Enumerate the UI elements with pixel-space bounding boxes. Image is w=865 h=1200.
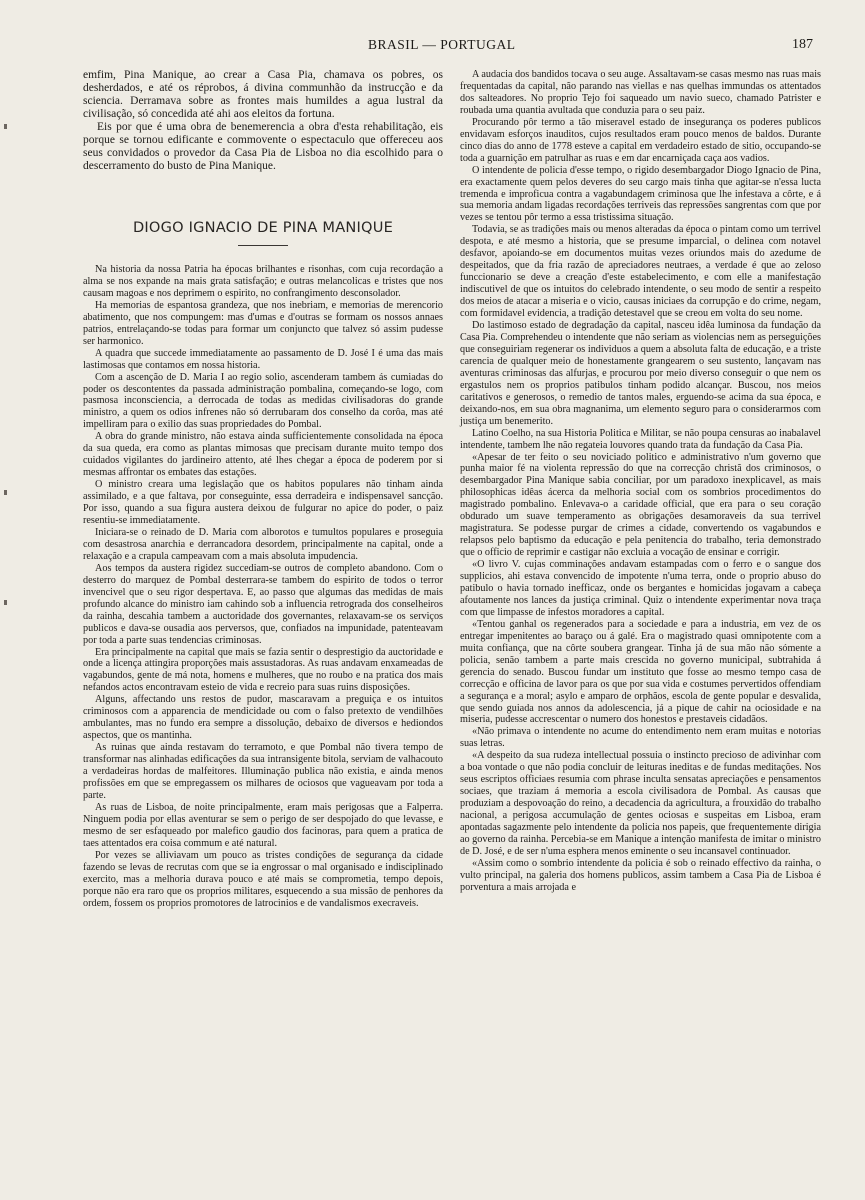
right-column bbox=[460, 69, 821, 894]
body-paragraph: As ruas de Lisboa, de noite principalmente, eram mais perigosas que a Falperra. Ninguem podia por ellas aventurar se sem o perigo de ser despojado do que levasse, e mesmo de ser esfaqueado por malefico gaudio dos facinoras, para quem a pratica de taes attentados era coisa commum e até natural. bbox=[83, 801, 443, 849]
page-number: 187 bbox=[792, 37, 813, 52]
body-paragraph: O intendente de policia d'esse tempo, o rigido desembargador Diogo Ignacio de Pina, era exactamente quem pelos deveres do seu cargo mais tinha que agitar-se n'essa lucta tremenda e improficua contra a vagabundagem criminosa que lhe infestava a côrte, e á sua memoria andam ligadas recordações terriveis das repressões sangrentas com que por vezes se tentou pôr termo a essa tristissima situação. bbox=[460, 164, 821, 224]
body-paragraph: O ministro creara uma legislação que os habitos populares não tinham ainda assimilado, e a que faltava, por conseguinte, essa derradeira e indispensavel sancção. Por isso, quando a sua figura austera deixou de fulgurar no apice do poder, o paiz resentiu-se immediatamente. bbox=[83, 479, 443, 527]
body-paragraph: Todavia, se as tradições mais ou menos alteradas da época o pintam como um terrivel despota, e até mesmo a historia, que se presume imparcial, o delinea com notavel desfavor, apoiando-se em documentos muitas vezes oriundos mais do azedume de despeitados, que da fria razão de apreciadores neutraes, a verdade é que ao zeloso funccionario se deve a creação d'este estabelecimento, e com elle a manifestação indiscutivel de que os intuitos do celebrado intendente, o seu modo de sentir a respeito dos meios de atacar a miseria e o vicio, causas iniciaes da corrupção e do crime, negam, com formidavel evidencia, a tradição detestavel que se creou em volta do seu nome. bbox=[460, 224, 821, 320]
body-paragraph: Alguns, affectando uns restos de pudor, mascaravam a preguiça e os intuitos criminosos com a apparencia de mendicidade ou com o falso pretexto de vendilhões ambulantes, mas no fundo era sempre a dissolução, debaixo de diversos e hediondos aspectos, que os mantinha. bbox=[83, 694, 443, 742]
body-paragraph: Latino Coelho, na sua Historia Politica e Militar, se não poupa censuras ao inabalavel intendente, tambem lhe não regateia louvores quando trata da fundação da Casa Pia. bbox=[460, 427, 821, 451]
margin-mark bbox=[4, 124, 7, 129]
body-paragraph: A obra do grande ministro, não estava ainda sufficientemente consolidada na época da sua queda, era como as plantas mimosas que precisam durante muito tempo dos cuidados vigilantes do jardineiro attento, até lhes chegar a época de poderem por si mesmas affrontar os embates das estações. bbox=[83, 431, 443, 479]
body-paragraph: Ha memorias de espantosa grandeza, que nos inebriam, e memorias de merencorio abatimento, que nos compungem: mas d'umas e d'outras se formam os nossos annaes patrios, entrelaçando-se todas para formar um conjuncto que talvez só assim pudesse ser harmonico. bbox=[83, 299, 443, 347]
intro-paragraph: emfim, Pina Manique, ao crear a Casa Pia, chamava os pobres, os desherdados, e até os réprobos, á divina communhão da instrucção e da sciencia. Derramava sobre as frontes mais humildes a agua lustral da civilisação, só concedida até ahi aos eleitos da fortuna. bbox=[83, 69, 443, 120]
running-title: BRASIL — PORTUGAL bbox=[368, 37, 516, 52]
body-paragraph: Por vezes se alliviavam um pouco as tristes condições de segurança da cidade fazendo se levas de recrutas com que se ia engrossar o mal organisado e indisciplinado exercito, mas a melhoria durava pouco e até mais se comprometia, tempo depois, porque não era raro que os proprios militares, esquecendo a sua missão de penhores da ordem, fossem os proprios promotores de latrocinios e de vandalismos execraveis. bbox=[83, 849, 443, 909]
body-paragraph: As ruinas que ainda restavam do terramoto, e que Pombal não tivera tempo de transformar nas alinhadas edificações da sua intransigente bitola, serviam de valhacouto a verdadeiras hordas de malfeitores. Illuminação publica não existia, e ainda menos profissões em que se empregassem os milhares de ociosos que vagueavam por toda a parte. bbox=[83, 742, 443, 801]
article-title: DIOGO IGNACIO DE PINA MANIQUE bbox=[132, 219, 394, 236]
body-paragraph: «Assim como o sombrio intendente da policia é sob o reinado effectivo da rainha, o vulto principal, na galeria dos homens publicos, assim tambem a Casa Pia de Lisboa é porventura a mais arrojada e bbox=[460, 857, 821, 893]
intro-paragraph: Eis por que é uma obra de benemerencia a obra d'esta rehabilitação, eis porque se tornou edificante e commovente o espectaculo que offereceu aos seus convidados o provedor da Casa Pia de Lisboa no dia escolhido para o descerramento do busto de Pina Manique. bbox=[83, 121, 443, 172]
body-paragraph: Iniciara-se o reinado de D. Maria com alborotos e tumultos populares e proseguia com desastrosa anarchia e derrancadora desordem, principalmente na capital, onde a relaxação e a crapula campeavam com a mais absoluta impudencia. bbox=[83, 526, 443, 562]
left-column bbox=[83, 69, 443, 909]
body-paragraph: «Tentou ganhal os regenerados para a sociedade e para a industria, em vez de os entregar impenitentes ao baraço ou á galé. Era o magistrado quasi omnipotente com a muita confiança, que na côrte soubera grangear. Tinha já de sua mão não sómente a policia, senão tambem a parte mais crescida no governo municipal, subtrahida á gerencia do senado. Buscou fundar um instituto que fosse ao mesmo tempo casa de correcção e officina de lavor para os que por sua vida e costumes pervertidos offendiam a segurança e a moral; asylo e amparo de orphãos, escola de gente popular e desvalida, que sendo guiada nos annos da adolescencia, já a pique de cahir na ociosidade e na miseria, pudesse accrescentar o numero dos honestos e prestaveis cidadãos. bbox=[460, 618, 821, 726]
body-paragraph: A audacia dos bandidos tocava o seu auge. Assaltavam-se casas mesmo nas ruas mais frequentadas da capital, não parando nas viellas e nas quelhas immundas os attentados dos salteadores. No proprio Tejo foi saqueado um navio sueco, chamado Patrister e roubada uma quantia avultada que conduzia para o seu paiz. bbox=[460, 69, 821, 116]
running-head bbox=[0, 37, 865, 57]
body-paragraph: «Apesar de ter feito o seu noviciado politico e administrativo n'um governo que punha maior fé na violenta repressão do que na correcção christã dos criminosos, o desembargador Pina Manique sabia conciliar, por um paradoxo inexplicavel, as mais philosophicas idêas ácerca da melhoria social com os sombrios procedimentos do magistrado pombalino. Enlevava-o a caridade official, que era para o seu coração obdurado um suave temperamento as obrigações desamoraveis da sua terrivel magistratura. Se podesse purgar de crimes a cidade, convertendo os vagabundos e relapsos pelo baptismo da educação e pela penitencia do trabalho, teria demonstrado que o officio de reprimir e castigar não excluia a vocação de ensinar e corrigir. bbox=[460, 451, 821, 559]
body-paragraph: Aos tempos da austera rigidez succediam-se outros de completo abandono. Com o desterro do marquez de Pombal desterrara-se tambem do espirito de todos o terror invencivel que o seu rigor despertava. E, ao passo que algumas das medidas de mais profundo alcance do ministro iam cahindo sob a influencia retrograda dos conselheiros da rainha, descahia tambem a auctoridade dos governantes, relaxavam-se os serviços publicos e dava-se ousadia aos perversos, que, confiados na impunidade, patenteavam por toda a parte suas tendencias criminosas. bbox=[83, 562, 443, 646]
margin-mark bbox=[4, 600, 7, 605]
body-paragraph: Do lastimoso estado de degradação da capital, nasceu idêa luminosa da fundação da Casa Pia. Comprehendeu o intendente que não seriam as violencias nem as perseguições que conseguiriam regenerar os individuos a quem a absoluta falta de educação, e a triste carencia de qualquer meio de honestamente grangearem o seu sustento, lançavam nas aventuras criminosas das alfurjas, e procurou por meio diverso conseguir o que nem os ergastulos nem os proprios patibulos tinham podido alcançar. Buscou, nos meios caritativos e generosos, o remedio de tantos males, erguendo-se acima da sua época, e deixando-nos, em sua obra magnanima, um elemento seguro para o considerarmos com justiça um benemerito. bbox=[460, 320, 821, 427]
title-divider bbox=[238, 245, 288, 246]
body-paragraph: Com a ascenção de D. Maria I ao regio solio, ascenderam tambem ás cumiadas do poder os descontentes da passada administração pombalina, começando-se logo, com pasmosa inconsciencia, a derrocada de todas as medidas civilisadoras do grande ministro, a quem os odios infrenes não só derrubaram dos conselho da corôa, mas até impelliram para o exilio das suas propriedades do Pombal. bbox=[83, 371, 443, 431]
body-paragraph: Na historia da nossa Patria ha épocas brilhantes e risonhas, com cuja recordação a alma se nos expande na mais grata satisfação; e outras melancolicas e tristes que nos causam magoas e nos deprimem o espirito, no confrangimento desconsolador. bbox=[83, 264, 443, 299]
body-paragraph: A quadra que succede immediatamente ao passamento de D. José I é uma das mais lastimosas que contamos em nossa historia. bbox=[83, 347, 443, 371]
body-paragraph: Era principalmente na capital que mais se fazia sentir o desprestigio da auctoridade e onde a licença attingira proporções mais assustadoras. As ruas andavam enxameadas de vagabundos, gente de má nota, homens e mulheres, que no roubo e na pratica dos mais nefandos actos encontravam esteio de vida e recreio para suas ruins disposições. bbox=[83, 646, 443, 694]
body-paragraph: «A despeito da sua rudeza intellectual possuia o instincto precioso de adivinhar com a boa vontade o que não podia concluir de leituras ineditas e de fundas meditações. Nos seus escriptos officiaes resumia com phrase inculta sensatas apreciações e pensamentos sociaes, que traziam á memoria a escola civilisadora de Pombal. As causas que produziam a despovoação do reino, a decadencia da agricultura, a frouxidão do trabalho nacional, a perigosa accumulação de gentes ociosas e suspeitas em Lisboa, eram apontadas sagazmente pelo intendente da policia nos papeis, que frequentemente dirigia ao governo da rainha. Percebia-se em Manique a intenção manifesta de imitar o ministro de D. José, e de ser n'uma esphera menos eminente o seu incansavel continuador. bbox=[460, 750, 821, 857]
body-paragraph: «O livro V. cujas comminações andavam estampadas com o ferro e o sangue dos supplicios, ahi estava convencido de impotente n'uma terra, onde o proprio abuso do patibulo o havia tornado inefficaz, onde os bergantes e homicidas jogavam a cabeça afoutamente nos lances da justiça criminal. Quiz o intendente experimentar nova traça com que limpasse de infestos moradores a capital. bbox=[460, 559, 821, 618]
body-paragraph: «Não primava o intendente no acume do entendimento nem eram muitas e notorias suas letras. bbox=[460, 726, 821, 750]
margin-mark bbox=[4, 490, 7, 495]
body-paragraph: Procurando pôr termo a tão miseravel estado de insegurança os poderes publicos envidavam esforços inauditos, cujos resultados eram pouco menos de baldos. Durante cinco dias do anno de 1778 esteve a capital em verdadeiro estado de sitio, occupando-se toda a guarnição em patrulhar as ruas e em dar encarniçada caça aos vadios. bbox=[460, 116, 821, 164]
